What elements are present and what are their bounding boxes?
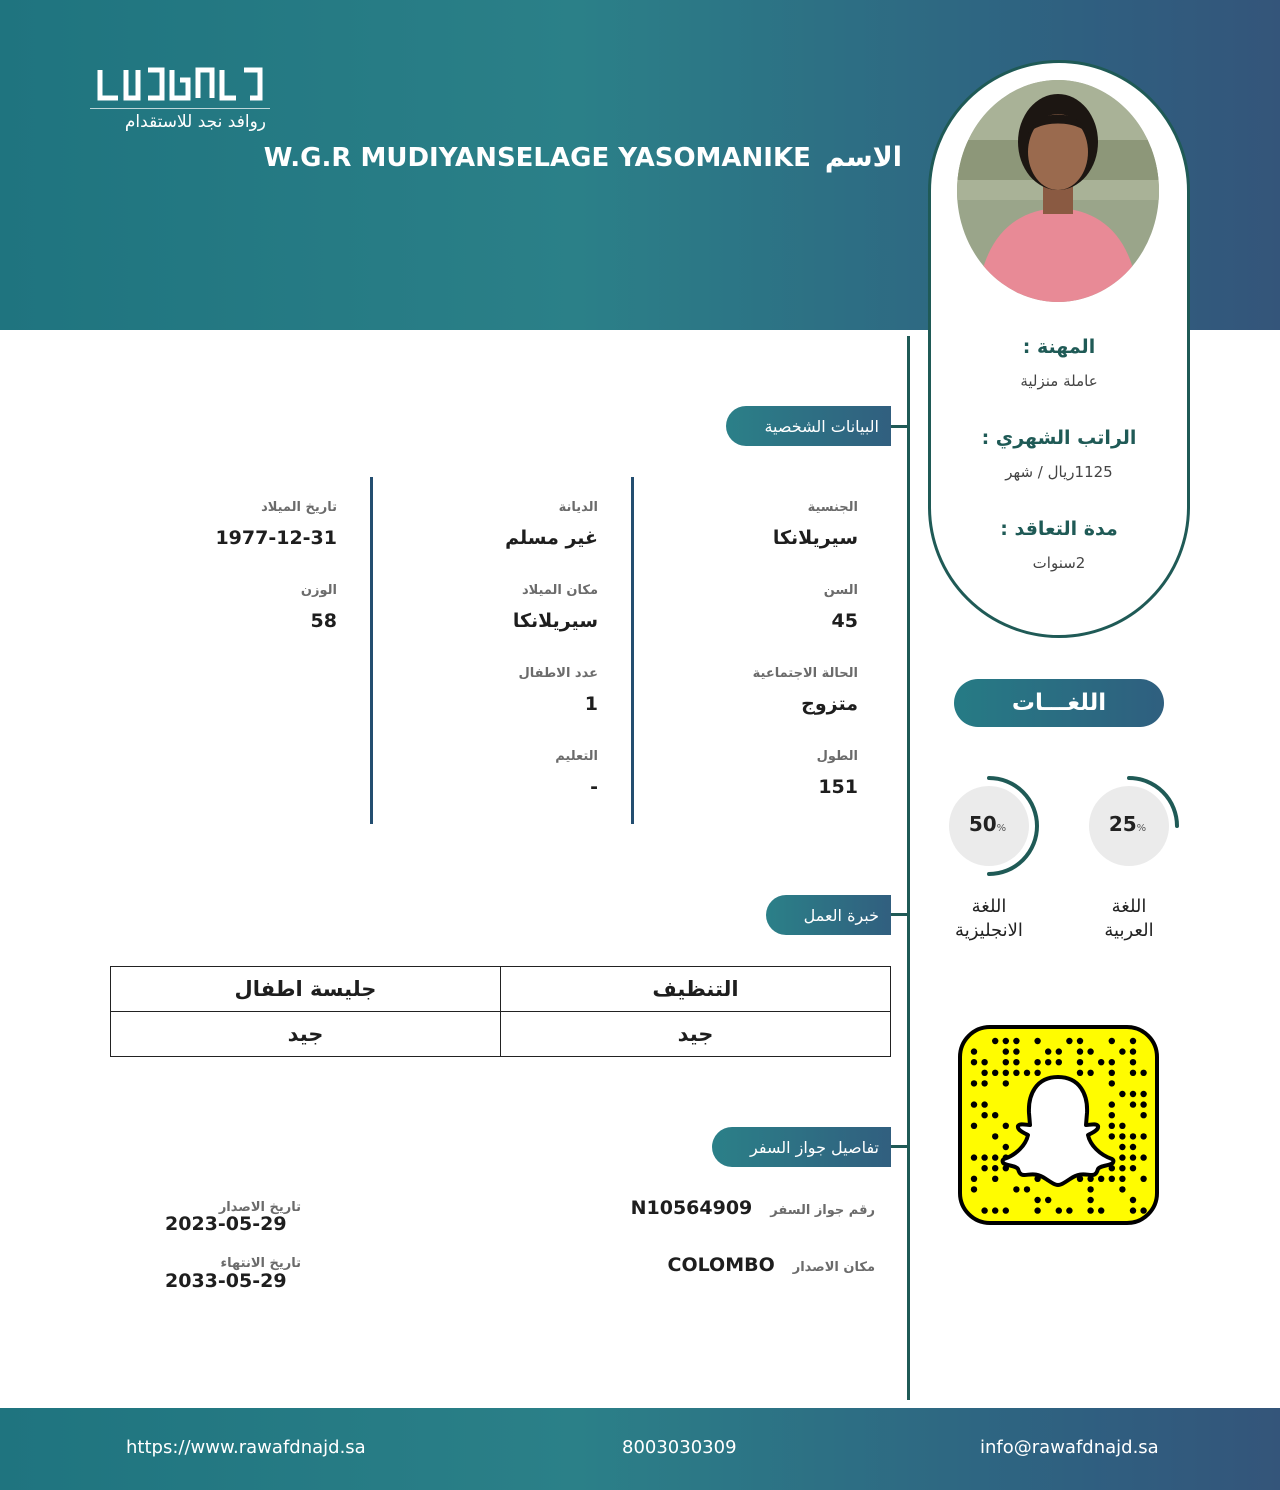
passport-number-field: [631, 1197, 875, 1219]
percent-sign: %: [996, 823, 1007, 834]
snapcode-dot: [1066, 1207, 1072, 1213]
height-label: الطول: [816, 749, 858, 764]
salary-label: الراتب الشهري :: [981, 427, 1137, 449]
expiry-date-label: تاريخ الانتهاء: [220, 1256, 301, 1271]
issue-place-label: مكان الاصدار: [792, 1260, 875, 1275]
snapcode-dot: [1087, 1070, 1093, 1076]
snapcode-dot: [1119, 1091, 1125, 1097]
english-percent-value: 50: [968, 812, 997, 836]
age-label: السن: [823, 583, 858, 598]
snapcode[interactable]: [958, 1025, 1159, 1225]
snapcode-dot: [1003, 1070, 1009, 1076]
snapcode-dot: [1109, 1101, 1115, 1107]
snapcode-dot: [1034, 1059, 1040, 1065]
snapcode-dot: [1130, 1048, 1136, 1054]
snapcode-dot: [981, 1070, 987, 1076]
passport-section-header: [712, 1127, 891, 1167]
snapcode-dot: [971, 1176, 977, 1182]
expiry-date-value: 2033-05-29: [165, 1270, 287, 1292]
snapcode-dot: [1034, 1038, 1040, 1044]
worker-photo: [957, 80, 1159, 302]
arabic-percent: [1089, 812, 1169, 836]
passport-section-title: تفاصيل جواز السفر: [750, 1137, 879, 1157]
snapcode-dot: [992, 1176, 998, 1182]
snapcode-dot: [1034, 1070, 1040, 1076]
passport-number-label: رقم جواز السفر: [770, 1203, 875, 1218]
snapcode-dot: [992, 1133, 998, 1139]
snapcode-dot: [1130, 1207, 1136, 1213]
snapcode-dot: [1119, 1186, 1125, 1192]
issue-date-value-wrap: [165, 1213, 287, 1235]
expiry-date-value-wrap: [165, 1270, 287, 1292]
snapcode-dot: [1098, 1059, 1104, 1065]
snapcode-dot: [1109, 1038, 1115, 1044]
snapcode-dot: [971, 1080, 977, 1086]
snapcode-dot: [1034, 1207, 1040, 1213]
marital-label: الحالة الاجتماعية: [752, 666, 858, 681]
snapcode-dot: [1119, 1144, 1125, 1150]
snapcode-dot: [1024, 1186, 1030, 1192]
children-field: [519, 666, 599, 715]
contract-block: [928, 518, 1190, 572]
snapcode-dot: [1109, 1112, 1115, 1118]
issue-date-value: 2023-05-29: [165, 1213, 287, 1235]
snapcode-dot: [1013, 1070, 1019, 1076]
snapcode-dot: [992, 1112, 998, 1118]
birth-place-value: سيريلانكا: [512, 610, 598, 632]
snapcode-dot: [1003, 1080, 1009, 1086]
age-value: 45: [831, 610, 858, 632]
percent-sign: %: [1136, 823, 1147, 834]
education-label: التعليم: [555, 749, 598, 764]
snapcode-dot: [1003, 1207, 1009, 1213]
snapcode-dot: [992, 1207, 998, 1213]
issue-place-value: COLOMBO: [667, 1254, 775, 1276]
experience-section-title: خبرة العمل: [803, 905, 879, 925]
name-label: الاسم: [824, 142, 902, 173]
height-field: [817, 749, 858, 798]
nationality-label: الجنسية: [807, 500, 858, 515]
english-language-name: [934, 895, 1044, 943]
snapcode-dot: [1087, 1048, 1093, 1054]
snapcode-dot: [971, 1154, 977, 1160]
snapcode-dot: [1077, 1048, 1083, 1054]
table-row: [111, 1012, 891, 1057]
arabic-name-line1: اللغة: [1111, 896, 1147, 917]
table-row: [111, 967, 891, 1012]
skill-header-babysitting: جليسة اطفال: [111, 967, 501, 1012]
footer: [0, 1408, 1280, 1490]
snapcode-dot: [1013, 1038, 1019, 1044]
contract-value: 2سنوات: [1032, 554, 1086, 572]
experience-tick: [891, 913, 907, 916]
weight-label: الوزن: [300, 583, 337, 598]
birth-place-field: [513, 583, 598, 632]
snapcode-dot: [1140, 1207, 1146, 1213]
snapcode-dot: [1077, 1059, 1083, 1065]
age-field: [824, 583, 858, 632]
logo-mark-icon: [92, 62, 268, 104]
english-gauge: [949, 776, 1049, 876]
languages-header: [954, 679, 1164, 727]
snapcode-dot: [1140, 1101, 1146, 1107]
snapcode-dot: [1109, 1176, 1115, 1182]
email-link[interactable]: info@rawafdnajd.sa: [980, 1437, 1159, 1458]
snapcode-dot: [992, 1154, 998, 1160]
english-name-line2: الانجليزية: [955, 920, 1023, 941]
profession-block: [928, 336, 1190, 390]
timeline-line: [907, 336, 910, 1400]
height-value: 151: [818, 776, 858, 798]
nationality-value: سيريلانكا: [772, 527, 858, 549]
snapcode-dot: [992, 1038, 998, 1044]
photo-image: [957, 80, 1159, 302]
snapcode-dot: [1130, 1101, 1136, 1107]
arabic-name-line2: العربية: [1104, 920, 1154, 941]
column-divider: [370, 477, 373, 824]
snapcode-dot: [981, 1207, 987, 1213]
snapcode-dot: [981, 1154, 987, 1160]
snapcode-dot: [1130, 1133, 1136, 1139]
snapcode-dot: [1013, 1059, 1019, 1065]
snapcode-dot: [971, 1059, 977, 1065]
snapcode-dot: [1098, 1176, 1104, 1182]
snapcode-dot: [971, 1123, 977, 1129]
skills-table: [110, 966, 891, 1057]
snapcode-dot: [1003, 1144, 1009, 1150]
snapcode-dot: [992, 1165, 998, 1171]
snapcode-dot: [1119, 1176, 1125, 1182]
snapcode-dot: [1119, 1165, 1125, 1171]
religion-field: [505, 500, 598, 549]
snapcode-dot: [1003, 1048, 1009, 1054]
snapcode-dot: [1056, 1048, 1062, 1054]
birth-date-label: تاريخ الميلاد: [261, 500, 337, 515]
snapcode-dot: [1140, 1112, 1146, 1118]
arabic-language-name: [1074, 895, 1184, 943]
snapcode-dot: [1109, 1133, 1115, 1139]
worker-name-row: [264, 142, 902, 173]
phone-number[interactable]: 8003030309: [622, 1437, 737, 1458]
snapcode-dot: [981, 1165, 987, 1171]
snapcode-dot: [1056, 1207, 1062, 1213]
salary-value: 1125ريال / شهر: [1005, 463, 1113, 481]
snapcode-dot: [992, 1070, 998, 1076]
snapcode-dot: [1066, 1038, 1072, 1044]
snapcode-dot: [971, 1101, 977, 1107]
snapcode-dot: [1003, 1059, 1009, 1065]
issue-date-label: تاريخ الاصدار: [218, 1200, 301, 1215]
religion-value: غير مسلم: [505, 527, 598, 549]
snapcode-dot: [981, 1101, 987, 1107]
snapcode-dot: [1130, 1165, 1136, 1171]
snapcode-dot: [1013, 1048, 1019, 1054]
weight-field: [301, 583, 337, 632]
contract-label: مدة التعاقد :: [1000, 518, 1118, 540]
snapcode-dot: [1140, 1070, 1146, 1076]
snapcode-dot: [1130, 1070, 1136, 1076]
company-logo: [88, 58, 270, 138]
snapcode-dot: [1077, 1070, 1083, 1076]
snapcode-dot: [1024, 1070, 1030, 1076]
snapcode-dot: [1130, 1091, 1136, 1097]
website-link[interactable]: https://www.rawafdnajd.sa: [126, 1437, 366, 1458]
snapcode-dot: [1119, 1133, 1125, 1139]
snapcode-dot: [1140, 1176, 1146, 1182]
snapcode-dot: [981, 1080, 987, 1086]
logo-divider: [90, 108, 270, 109]
snapcode-dot: [971, 1186, 977, 1192]
snapcode-dot: [1087, 1197, 1093, 1203]
snapcode-dot: [981, 1112, 987, 1118]
snapcode-dot: [1098, 1207, 1104, 1213]
snapcode-dot: [1119, 1154, 1125, 1160]
snapcode-dot: [1013, 1186, 1019, 1192]
snapcode-dot: [1045, 1048, 1051, 1054]
snapcode-dot: [1130, 1144, 1136, 1150]
snapcode-dot: [1003, 1038, 1009, 1044]
snapcode-dot: [1109, 1059, 1115, 1065]
profession-value: عاملة منزلية: [1020, 372, 1098, 390]
snapcode-dot: [1140, 1091, 1146, 1097]
marital-value: متزوج: [801, 693, 858, 715]
education-field: [555, 749, 598, 798]
children-label: عدد الاطفال: [518, 666, 598, 681]
snapcode-dot: [1056, 1059, 1062, 1065]
personal-tick: [891, 425, 907, 428]
snapcode-dot: [1045, 1197, 1051, 1203]
snapcode-dot: [1119, 1048, 1125, 1054]
worker-name: W.G.R MUDIYANSELAGE YASOMANIKE: [263, 143, 811, 173]
english-name-line1: اللغة: [971, 896, 1007, 917]
snapcode-dot: [1130, 1059, 1136, 1065]
snapcode-dot: [1003, 1123, 1009, 1129]
marital-field: [753, 666, 858, 715]
snapcode-dot: [1130, 1154, 1136, 1160]
snapcode-dot: [1140, 1133, 1146, 1139]
snapcode-dot: [971, 1048, 977, 1054]
snapcode-dot: [1077, 1038, 1083, 1044]
expiry-date-field: [221, 1256, 301, 1271]
personal-section-title: البيانات الشخصية: [764, 416, 879, 436]
passport-tick: [891, 1145, 907, 1148]
skill-header-cleaning: التنظيف: [501, 967, 891, 1012]
snapcode-dot: [1109, 1070, 1115, 1076]
religion-label: الديانة: [558, 500, 598, 515]
arabic-percent-value: 25: [1108, 812, 1137, 836]
education-value: -: [590, 776, 598, 798]
snapcode-dot: [1087, 1207, 1093, 1213]
experience-section-header: [766, 895, 891, 935]
languages-title: اللغـــات: [1011, 690, 1107, 716]
skill-level-babysitting: جيد: [111, 1012, 501, 1057]
personal-section-header: [726, 406, 891, 446]
salary-block: [928, 427, 1190, 481]
arabic-gauge: [1089, 776, 1189, 876]
snapcode-dot: [1045, 1059, 1051, 1065]
snapcode-qr-icon: [958, 1025, 1159, 1225]
snapcode-dot: [981, 1059, 987, 1065]
passport-number-value: N10564909: [630, 1197, 753, 1219]
nationality-field: [773, 500, 858, 549]
snapcode-dot: [1119, 1123, 1125, 1129]
weight-value: 58: [310, 610, 337, 632]
skill-level-cleaning: جيد: [501, 1012, 891, 1057]
snapcode-dot: [1109, 1080, 1115, 1086]
birth-place-label: مكان الميلاد: [521, 583, 598, 598]
snapcode-dot: [1140, 1154, 1146, 1160]
snapcode-dot: [1130, 1038, 1136, 1044]
column-divider: [631, 477, 634, 824]
children-value: 1: [584, 693, 598, 715]
snapcode-dot: [1130, 1197, 1136, 1203]
logo-text: روافد نجد للاستقدام: [124, 112, 266, 132]
birth-date-field: [215, 500, 337, 549]
birth-date-value: 1977-12-31: [215, 527, 337, 549]
profession-label: المهنة :: [1022, 336, 1096, 358]
issue-place-field: [668, 1254, 875, 1276]
snapcode-dot: [1034, 1197, 1040, 1203]
snapcode-dot: [1087, 1186, 1093, 1192]
english-percent: [949, 812, 1029, 836]
snapcode-dot: [1109, 1123, 1115, 1129]
